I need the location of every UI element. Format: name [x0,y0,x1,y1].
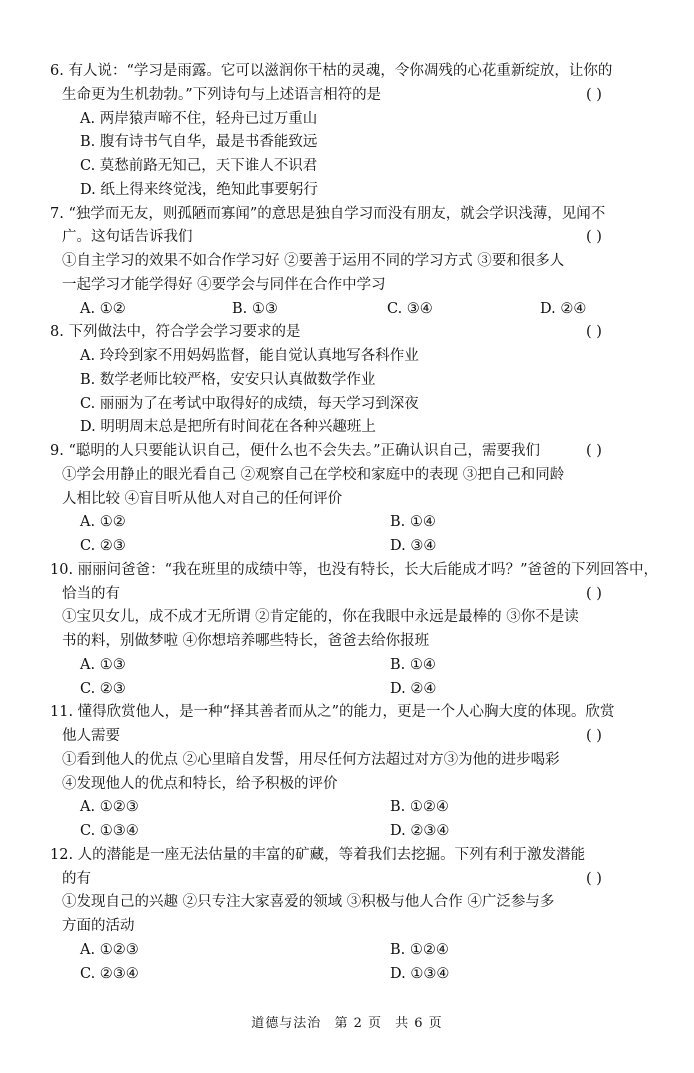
q12-option-b: B. ①②④ [390,941,449,958]
q9-statements-line1: ①学会用静止的眼光看自己 ②观察自己在学校和家庭中的表现 ③把自己和同龄 [62,466,565,483]
footer-page-number: 第 2 页 [334,1016,382,1031]
q6-option-b: B. 腹有诗书气自华，最是书香能致远 [80,134,318,151]
q7-option-a: A. ①② [80,300,126,317]
q10-stem-line1: 10. 丽丽问爸爸：“我在班里的成绩中等，也没有特长，长大后能成才吗？”爸爸的下列回答中， [50,561,658,578]
question-list [0,60,694,986]
q8-option-c: C. 丽丽为了在考试中取得好的成绩，每天学习到深夜 [80,395,419,412]
q12-statements-line2: 方面的活动 [62,918,135,934]
q7-stem-text: 广。这句话告诉我们 [62,229,193,246]
q9-option-a: A. ①② [80,514,126,531]
footer-total-pages: 共 6 页 [395,1016,443,1031]
q7-stem-line1: 7. “独学而无友，则孤陋而寡闻”的意思是独自学习而没有朋友，就会学识浅薄，见闻不 [50,205,606,222]
q7-option-c: C. ③④ [387,300,433,317]
q9-options-row1 [0,511,694,535]
q10-options-row2 [0,678,694,702]
q8-option-a: A. 玲玲到家不用妈妈监督，能自觉认真地写各科作业 [80,348,419,364]
q9-option-d: D. ③④ [390,538,437,554]
q12-options-row2 [0,963,694,987]
q12-option-a: A. ①②③ [80,941,139,958]
q10-statements-line2: 书的料，别做梦啦 ④你想培养哪些特长，爸爸去给你报班 [62,633,430,649]
q12-stem-line1: 12. 人的潜能是一座无法估量的丰富的矿藏，等着我们去挖掘。下列有利于激发潜能 [50,846,586,863]
q8-option-d: D. 明明周末总是把所有时间花在各种兴趣班上 [80,419,376,436]
q11-stem-text: 他人需要 [62,728,120,744]
q11-answer-bracket: ( ) [586,728,602,744]
q12-options-row1 [0,939,694,963]
q6-stem-line1: 6. 有人说：“学习是雨露。它可以滋润你干枯的灵魂，令你凋残的心花重新绽放，让你的 [50,63,613,79]
q12-stem-line2 [0,868,694,892]
q10-option-c: C. ②③ [80,680,126,697]
q12-option-d: D. ①③④ [390,965,450,982]
q11-statements-line1: ①看到他人的优点 ②心里暗自发誓，用尽任何方法超过对方③为他的进步喝彩 [62,751,560,768]
q11-options-row2 [0,820,694,844]
q7-stem-line2 [0,226,694,250]
q6-stem-line2 [0,84,694,108]
q12-option-c: C. ②③④ [80,965,139,982]
q10-options-row1 [0,654,694,678]
q11-stem-line1: 11. 懂得欣赏他人，是一种“择其善者而从之”的能力，更是一个人心胸大度的体现。欣赏 [50,704,615,721]
q11-options-row1 [0,796,694,820]
q10-option-b: B. ①④ [390,656,436,673]
q7-options-row [0,298,694,322]
q9-answer-bracket: ( ) [586,443,602,459]
q7-answer-bracket: ( ) [586,229,602,246]
q8-option-b: B. 数学老师比较严格，安安只认真做数学作业 [80,371,376,388]
q12-stem-text: 的有 [62,870,91,887]
q12-statements-line1: ①发现自己的兴趣 ②只专注大家喜爱的领域 ③积极与他人合作 ④广泛参与多 [62,894,555,911]
q10-statements-line1: ①宝贝女儿，成不成才无所谓 ②肯定能的，你在我眼中永远是最棒的 ③你不是读 [62,609,579,626]
q11-option-b: B. ①②④ [390,799,449,816]
q9-statements-line2: 人相比较 ④盲目听从他人对自己的任何评价 [62,490,343,507]
q7-statements-line2: 一起学习才能学得好 ④要学会与同伴在合作中学习 [62,276,386,293]
q12-answer-bracket: ( ) [586,870,602,887]
q9-stem-text: 9. “聪明的人只要能认识自己，便什么也不会失去。”正确认识自己，需要我们 [50,443,541,459]
q11-option-a: A. ①②③ [80,799,139,816]
q11-stem-line2 [0,725,694,749]
q11-statements-line2: ④发现他人的优点和特长，给予积极的评价 [62,775,338,792]
q8-answer-bracket: ( ) [586,324,602,341]
q10-answer-bracket: ( ) [586,585,602,602]
q10-option-a: A. ①③ [80,656,126,673]
q10-stem-line2 [0,583,694,607]
q9-options-row2 [0,535,694,559]
q9-stem-line1 [0,440,694,464]
q11-option-c: C. ①③④ [80,823,139,839]
q6-stem-text: 生命更为生机勃勃。”下列诗句与上述语言相符的是 [62,86,382,103]
q9-option-c: C. ②③ [80,538,126,554]
q10-option-d: D. ②④ [390,680,437,697]
q6-option-a: A. 两岸猿声啼不住，轻舟已过万重山 [80,110,318,127]
q7-option-b: B. ①③ [232,300,278,317]
q6-option-d: D. 纸上得来终觉浅，绝知此事要躬行 [80,181,318,198]
q7-statements-line1: ①自主学习的效果不如合作学习好 ②要善于运用不同的学习方式 ③要和很多人 [62,253,565,269]
q9-option-b: B. ①④ [390,514,436,531]
q11-option-d: D. ②③④ [390,823,450,839]
q6-option-c: C. 莫愁前路无知己，天下谁人不识君 [80,158,318,174]
q6-answer-bracket: ( ) [586,86,602,103]
page-footer [0,1012,694,1031]
q10-stem-text: 恰当的有 [62,585,120,602]
footer-subject: 道德与法治 [251,1016,322,1031]
q8-stem-line1 [0,321,694,345]
q8-stem-text: 8. 下列做法中，符合学会学习要求的是 [50,324,301,341]
q7-option-d: D. ②④ [540,300,587,317]
